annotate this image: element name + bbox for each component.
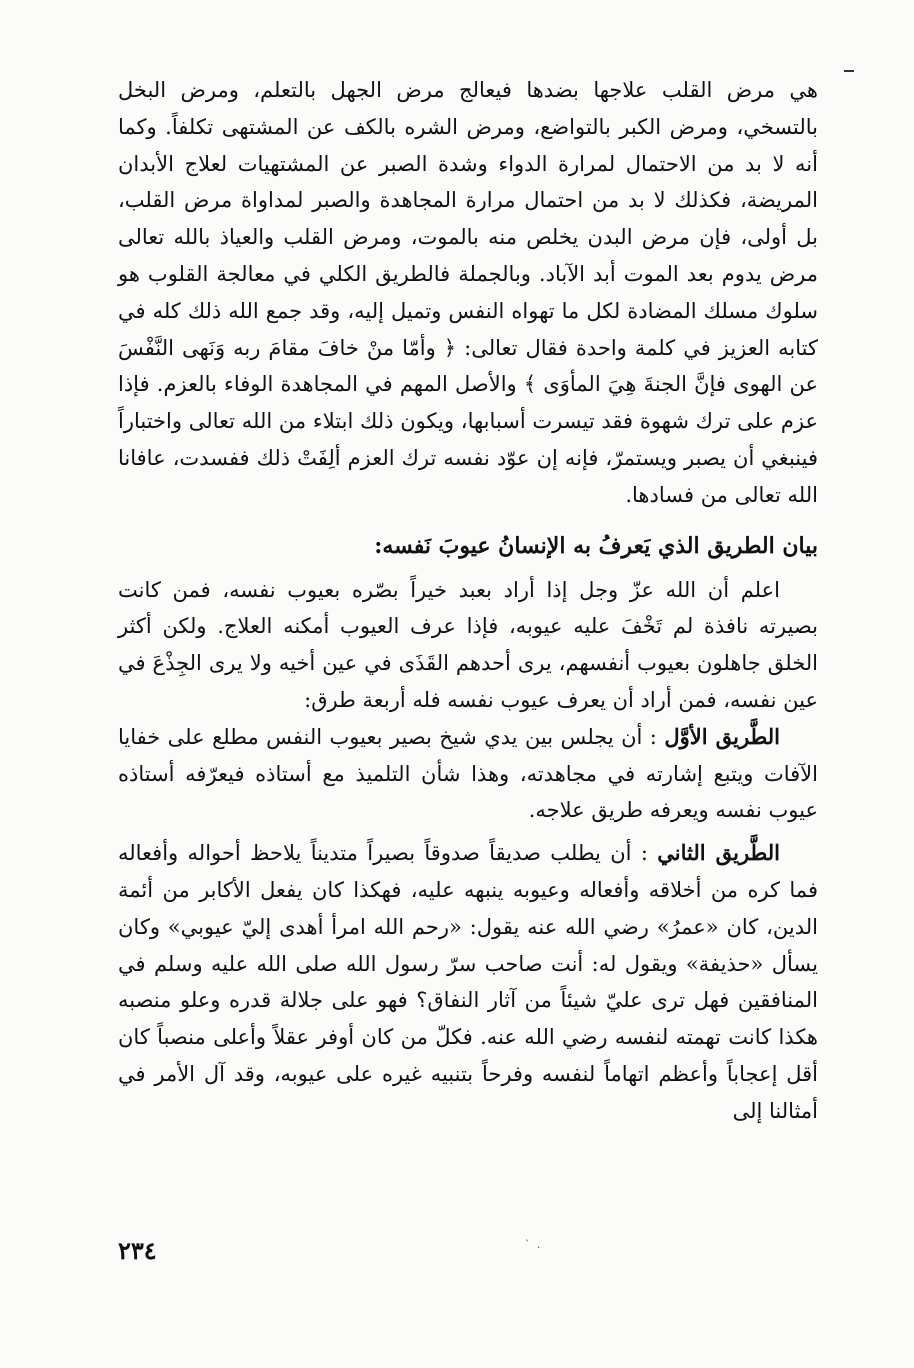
opening-paragraph: هي مرض القلب علاجها بضدها فيعالج مرض الجهل بالتعلم، ومرض البخل بالتسخي، ومرض الكبر بالتواضع، ومرض الشره بالكف عن المشتهى تكلفاً. وكما أنه لا بد من الاحتمال لمرارة الدواء وشدة الصبر عن المشتهيات لعلاج الأبدان المريضة، فكذلك لا بد من احتمال مرارة المجاهدة والصبر لمداواة مرض القلب، بل أولى، فإن مرض البدن يخلص منه بالموت، ومرض القلب والعياذ بالله تعالى مرض يدوم بعد الموت أبد الآباد. وبالجملة فالطريق الكلي في معالجة القلوب هو سلوك مسلك المضادة لكل ما تهواه النفس وتميل إليه، وقد جمع الله ذلك كله في كتابه العزيز في كلمة واحدة فقال تعالى: ﴿ وأمّا منْ خافَ مقامَ ربه وَنَهى النَّفْسَ عن الهوى فإنَّ الجنةَ هِيَ المأوَى ﴾ والأصل المهم في المجاهدة الوفاء بالعزم. فإذا عزم على ترك شهوة فقد تيسرت أسبابها، ويكون ذلك ابتلاء من الله تعالى واختباراً فينبغي أن يصبر ويستمرّ، فإنه إن عوّد نفسه ترك العزم ألِفَتْ ذلك ففسدت، عافانا الله تعالى من فسادها.	[118, 78, 818, 507]
first-method-label: الطَّريق الأوَّل	[664, 723, 780, 749]
first-method-text: : أن يجلس بين يدي شيخ بصير بعيوب النفس مطلع على خفايا الآفات ويتبع إشارته في مجاهدته، وهذا شأن التلميذ مع أستاذه فيعرّفه أستاذه عيوب نفسه ويعرفه طريق علاجه.	[118, 724, 818, 823]
second-method-label: الطَّريق الثاني	[657, 840, 780, 866]
page-body	[118, 72, 818, 1130]
corner-speck	[844, 70, 854, 72]
section-heading: بيان الطريق الذي يَعرفُ به الإنسانُ عيوبَ نَفسه:	[374, 532, 818, 559]
page-number: ٢٣٤	[118, 1236, 157, 1265]
second-method-paragraph	[118, 835, 818, 1129]
first-method-paragraph	[118, 719, 818, 829]
second-method-text: : أن يطلب صديقاً صدوقاً بصيراً متديناً يلاحظ أحواله وأفعاله فما كره من أخلاقه وأفعاله وعيوبه ينبهه عليه، فهكذا كان يفعل الأكابر من أئمة الدين، كان «عمرُ» رضي الله عنه يقول: «رحم الله امرأ أهدى إليّ عيوبي» وكان يسأل «حذيفة» ويقول له: أنت صاحب سرّ رسول الله صلى الله عليه وسلم في المنافقين فهل ترى عليّ شيئاً من آثار النفاق؟ فهو على جلالة قدره وعلو منصبه هكذا كانت تهمته لنفسه رضي الله عنه. فكلّ من كان أوفر عقلاً وأعلى منصباً كان أقل إعجاباً وأعظم اتهاماً لنفسه وفرحاً بتنبيه غيره على عيوبه، وقد آل الأمر في أمثالنا إلى	[118, 841, 818, 1123]
scan-specks: ` .	[525, 1240, 543, 1251]
intro-paragraph: اعلم أن الله عزّ وجل إذا أراد بعبد خيراً بصّره بعيوب نفسه، فمن كانت بصيرته نافذة لم تَخْفَ عليه عيوبه، فإذا عرف العيوب أمكنه العلاج. ولكن أكثر الخلق جاهلون بعيوب أنفسهم، يرى أحدهم القَذَى في عين أخيه ولا يرى الجِذْعَ في عين نفسه، فمن أراد أن يعرف عيوب نفسه فله أربعة طرق:	[118, 577, 818, 712]
